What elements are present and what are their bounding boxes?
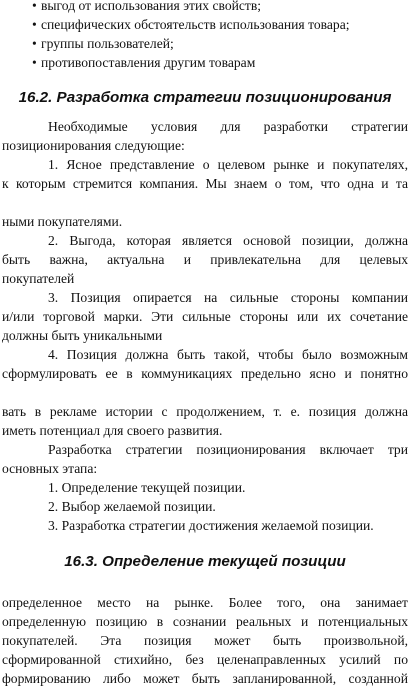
text-line: Разработка стратегии позиционирования включает три <box>48 442 408 457</box>
bullet-icon: • <box>32 36 37 51</box>
list-item-text: группы пользователей; <box>41 36 174 51</box>
text-line: к которым стремится компания. Мы знаем о том, что одна и та <box>2 176 408 191</box>
text-line: покупателей <box>2 271 75 286</box>
list-item <box>0 15 410 34</box>
text-line: определенное место на рынке. Более того, она занимает <box>2 595 408 610</box>
list-item <box>0 53 410 72</box>
text-line: должны быть уникальными <box>2 328 163 343</box>
text-line: 1. Ясное представление о целевом рынке и покупателях, <box>48 157 408 172</box>
page-gap <box>0 383 410 402</box>
text-line: вать в рекламе истории с продолжением, т. е. позиция должна <box>2 404 408 419</box>
page-gap <box>0 193 410 212</box>
text-line: быть важна, актуальна и привлекательна для целевых <box>2 252 408 267</box>
text-line: иметь потенциал для своего развития. <box>2 423 223 438</box>
positioning-conditions <box>0 117 410 478</box>
text-line: 2. Выгода, которая является основой позиции, должна <box>48 233 408 248</box>
text-line: 3. Позиция опирается на сильные стороны компании <box>48 290 408 305</box>
text-line: и/или торговой марки. Эти сильные стороны или их сочетание <box>2 309 408 324</box>
text-line: сформированной стихийно, без целенаправленных усилий по <box>2 652 408 667</box>
text-line: покупателей. Эта позиция может быть произвольной, <box>2 633 408 648</box>
list-item <box>0 0 410 15</box>
list-item: 3. Разработка стратегии достижения желаемой позиции. <box>48 518 374 533</box>
list-item-text: противопоставления другим товарам <box>41 55 256 70</box>
bullet-icon: • <box>32 17 37 32</box>
text-line: ными покупателями. <box>2 214 123 229</box>
text-line: сформулировать ее в коммуникациях предельно ясно и понятно <box>2 366 408 381</box>
list-item-text: выгод от использования этих свойств; <box>41 0 262 13</box>
section-heading: 16.3. Определение текущей позиции <box>64 553 346 570</box>
bullet-list <box>0 0 410 72</box>
text-line: основных этапа: <box>2 461 98 476</box>
list-item <box>0 34 410 53</box>
text-line: позиционирования следующие: <box>2 138 185 153</box>
section-heading: 16.2. Разработка стратегии позиционирования <box>18 89 392 106</box>
text-line: Необходимые условия для разработки стратегии <box>48 119 408 134</box>
current-position-text <box>0 593 410 688</box>
bullet-icon: • <box>32 55 37 70</box>
text-line: определенную позицию в сознании реальных и потенциальных <box>2 614 408 629</box>
stages-list <box>0 478 410 535</box>
list-item-text: специфических обстоятельств использования товара; <box>41 17 350 32</box>
bullet-icon: • <box>32 0 37 13</box>
list-item: 1. Определение текущей позиции. <box>48 480 246 495</box>
list-item: 2. Выбор желаемой позиции. <box>48 499 216 514</box>
text-line: формированию либо может быть запланированной, созданной <box>2 671 408 686</box>
text-line: 4. Позиция должна быть такой, чтобы было возможным <box>48 347 408 362</box>
